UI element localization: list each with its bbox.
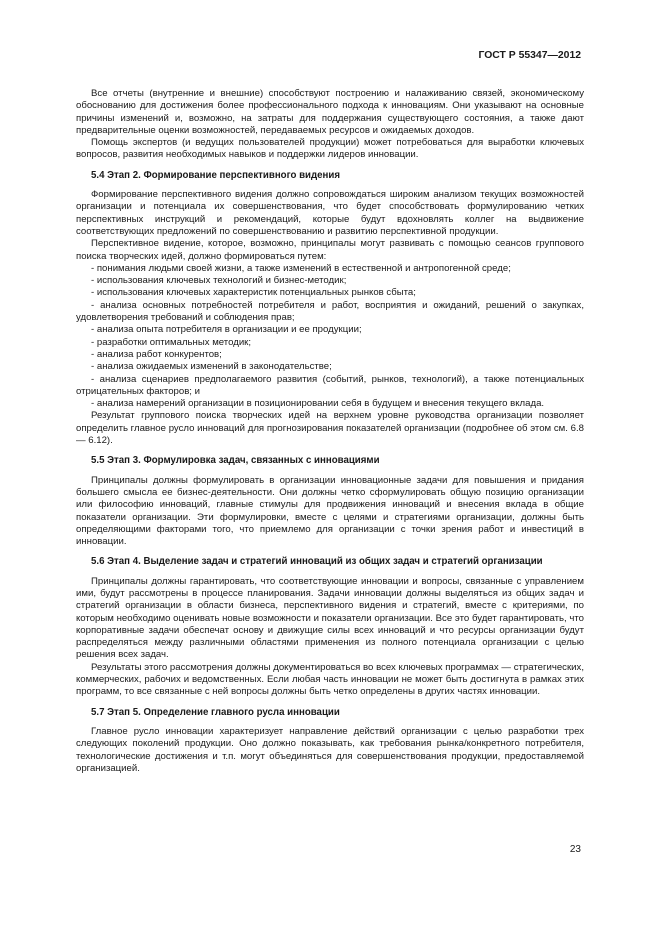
list-item: - разработки оптимальных методик; <box>91 336 252 348</box>
list-item: - анализа опыта потребителя в организации и ее продукции; <box>91 324 362 336</box>
page-number: 23 <box>569 844 581 855</box>
intro-paragraph-2: Помощь экспертов (и ведущих пользователей продукции) может потребоваться для выработки ключевых вопросов, развития необходимых навыков и поддержки лидеров инновации. <box>76 137 584 161</box>
intro-paragraph-1: Все отчеты (внутренние и внешние) способствуют построению и налаживанию связей, экономическому обоснованию для достижения более профессионального подхода к инновациям. Они указывают на основные причины изменений и, возможно, на затраты для поддержания существующего состояния, а также дают предварительные оценки возможностей, передаваемых ресурсов и ожидаемых доходов. <box>76 88 584 136</box>
section-5-4-paragraph-3: Результат группового поиска творческих идей на верхнем уровне руководства организации позволяет определить главное русло инноваций для прогнозирования показателей организации (подробнее об этом см. 6.8 — 6.12). <box>76 410 584 447</box>
list-item: - понимания людьми своей жизни, а также изменений в естественной и антропогенной среде; <box>91 262 511 274</box>
section-5-5-paragraph-1: Принципалы должны формулировать в организации инновационные задачи для повышения и придания большего смысла ее бизнес-деятельности. Они должны четко сформулировать общую позицию организации или философию инноваций, главные стимулы для продвижения инноваций и внесения вклада в общие показатели организации. Эти формулировки, вместе с целями и стратегиями организации, должны быть определяющими факторами того, что приемлемо для организации с точки зрения работ и инвестиций в инновации. <box>76 474 584 548</box>
list-item: - анализа основных потребностей потребителя и работ, восприятия и ожиданий, решений о закупках, удовлетворения требований и соблюдения прав; <box>76 299 584 324</box>
list-item: - анализа намерений организации в позиционировании себя в будущем и внесения текущего вклада. <box>91 398 545 410</box>
section-5-7-heading: 5.7 Этап 5. Определение главного русла инновации <box>91 706 340 718</box>
standard-id-header: ГОСТ Р 55347—2012 <box>478 50 581 61</box>
page-content <box>76 88 584 775</box>
list-item: - анализа работ конкурентов; <box>91 348 222 360</box>
section-5-5-heading: 5.5 Этап 3. Формулировка задач, связанных с инновациями <box>91 455 380 467</box>
list-item: - использования ключевых характеристик потенциальных рынков сбыта; <box>91 287 416 299</box>
list-item: - анализа сценариев предполагаемого развития (событий, рынков, технологий), а также потенциальных отрицательных факторов; и <box>76 373 584 397</box>
section-5-4-list <box>76 263 584 411</box>
section-5-4-paragraph-2: Перспективное видение, которое, возможно, принципалы могут развивать с помощью сеансов группового поиска творческих идей, должно формироваться путем: <box>76 238 584 262</box>
section-5-7-paragraph-1: Главное русло инновации характеризует направление действий организации с целью разработки трех следующих поколений продукции. Оно должно показывать, как требования рынка/конкретного потребителя, технологические достижения и т.п. могут объединяться для совершенствования продукции, предоставляемой организацией. <box>76 725 584 774</box>
section-5-4-paragraph-1: Формирование перспективного видения должно сопровождаться широким анализом текущих возможностей организации и потенциала их совершенствования, что будет способствовать формулированию четких перспективных инструкций и рекомендаций, которые будут вдохновлять коллег на выдвижение соответствующих предложений по совершенствованию и развитию перспективной продукции. <box>76 189 584 237</box>
section-5-4-heading: 5.4 Этап 2. Формирование перспективного видения <box>91 169 341 181</box>
list-item: - использования ключевых технологий и бизнес-методик; <box>91 275 347 287</box>
section-5-6-heading: 5.6 Этап 4. Выделение задач и стратегий инноваций из общих задач и стратегий организации <box>91 556 543 568</box>
list-item: - анализа ожидаемых изменений в законодательстве; <box>91 361 332 373</box>
section-5-6-paragraph-2: Результаты этого рассмотрения должны документироваться во всех ключевых программах — стратегических, коммерческих, рабочих и ведомственных. Если любая часть инновации не может быть достигнута в рамках этих программ, то все связанные с ней вопросы должны быть четко определены в других частях инновации. <box>76 661 584 698</box>
section-5-6-paragraph-1: Принципалы должны гарантировать, что соответствующие инновации и вопросы, связанные с управлением ими, будут рассмотрены в процессе планирования. Задачи инновации должны выделяться из общих задач и стратегий организации в области бизнеса, перспективного видения и стратегий, вместе с критериями, по которым необходимо оценивать новые возможности и показатели организации. Все это будет гарантировать, что корпоративные задачи обеспечат основу и движущие силы всех инноваций и что ресурсы организации будут распределяться между различными областями применения из полного потенциала организации с целью решения всех задач. <box>76 575 584 661</box>
